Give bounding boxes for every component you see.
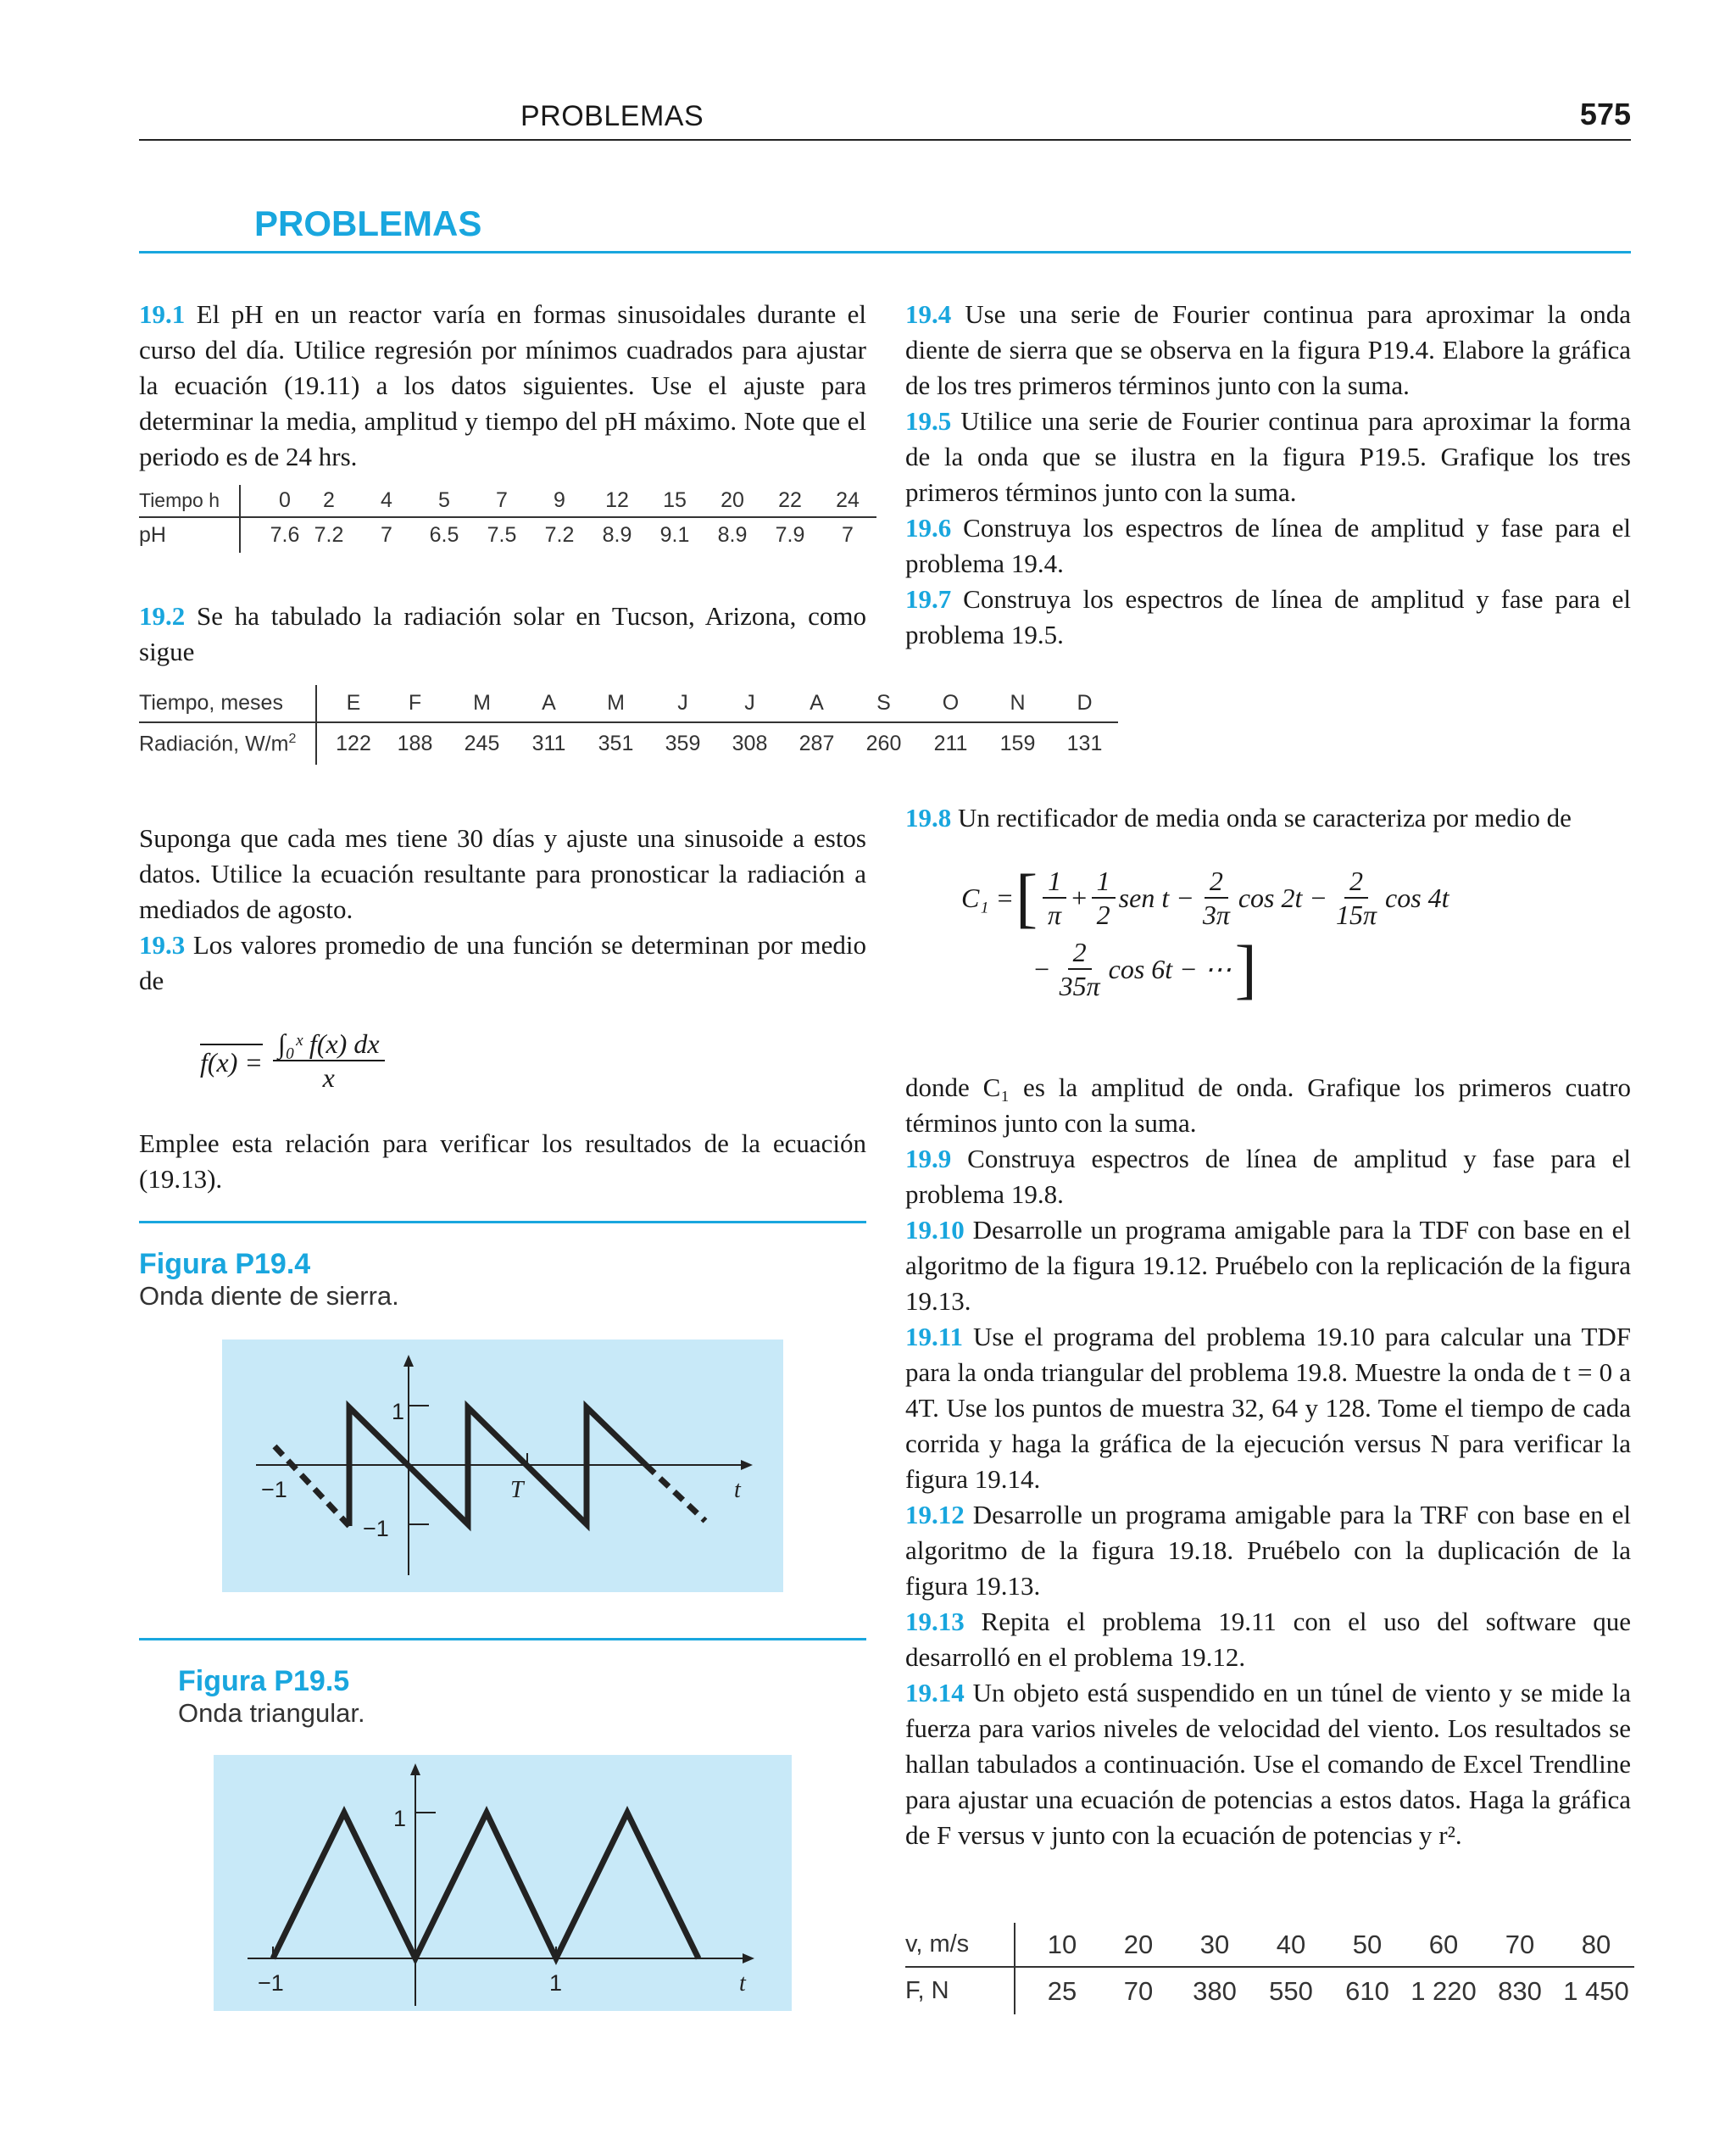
wind-force-table [905,1923,1634,2014]
triangular-wave-figure [214,1755,792,2011]
fraction-denominator: 15π [1335,900,1377,930]
table-cell: 211 [933,732,968,755]
figure-rule [139,1221,866,1223]
y-tick-1: 1 [392,1399,405,1424]
table-row-label: pH [139,523,166,547]
table-row-label: Tiempo h [139,489,220,511]
fraction-numerator: 2 [1344,865,1368,899]
figure-subtitle: Onda diente de sierra. [139,1281,399,1311]
problem-19-2 [139,599,866,670]
x-tick-minus-1: −1 [261,1477,287,1502]
problem-text: Suponga que cada mes tiene 30 días y ajuste una sinusoide a estos datos. Utilice la ecuación resultante para pronosticar la radiación a mediados de agosto. [139,823,866,924]
table-cell: 7.9 [775,523,805,547]
table-cell: 22 [778,488,802,512]
table-cell: 7 [496,488,508,512]
y-tick-minus-1: −1 [363,1516,389,1541]
table-cell: 2 [323,488,335,512]
table-cell: 550 [1269,1975,1313,2006]
table-cell: 7.6 [270,523,300,547]
table-cell: 8.9 [717,523,748,547]
problem-19-14 [905,1675,1631,1853]
table-row-label [139,722,316,765]
section-rule [139,251,1631,253]
equation-lhs: f(x) = [200,1044,263,1078]
unit-exponent: 2 [288,731,297,746]
table-cell: 0 [279,488,291,512]
problem-number: 19.2 [139,601,186,631]
table-cell: S [876,691,891,715]
problem-19-12 [905,1497,1631,1604]
plus-sign: + [1070,882,1088,913]
problem-text: Un objeto está suspendido en un túnel de viento y se mide la fuerza para varios niveles de velocidad del viento. Los resultados se hallan tabulados a continuación. Use el comando de Excel Trendline para ajustar una ecuación de potencias a estos datos. Haga la gráfica de F versus v junto con la ecuación de potencias y r². [905,1678,1631,1850]
problem-number: 19.11 [905,1322,964,1351]
table-cell: 25 [1047,1975,1077,2006]
sawtooth-figure [222,1340,783,1592]
table-cell: 10 [1047,1929,1077,1959]
figure-subtitle: Onda triangular. [178,1698,365,1728]
table-cell: O [942,691,960,715]
table-cell: 7.2 [544,523,575,547]
section-title: PROBLEMAS [254,203,482,243]
x-tick-1: 1 [549,1970,563,1996]
table-cell: 830 [1498,1975,1542,2006]
term-cos4t: cos 4t [1385,882,1449,913]
problem-19-7 [905,582,1631,653]
problem-text: Desarrolle un programa amigable para la TDF con base en el algoritmo de la figura 19.12. Pruébelo con la replicación de la figura 19.13. [905,1215,1632,1316]
figure-title: Figura P19.4 [139,1248,311,1280]
problem-number: 19.10 [905,1215,965,1245]
fraction-numerator: 2 [1205,865,1228,899]
table-cell: F [408,691,422,715]
fraction-denominator: 35π [1059,971,1100,1001]
table-cell: A [810,691,824,715]
problem-text: Construya los espectros de línea de amplitud y fase para el problema 19.5. [905,584,1631,649]
table-cell: 50 [1352,1929,1383,1959]
table-cell: 80 [1581,1929,1611,1959]
table-cell: 380 [1193,1975,1237,2006]
problem-number: 19.14 [905,1678,965,1707]
problem-number: 19.12 [905,1500,965,1529]
table-cell: 7 [381,523,392,547]
problem-number: 19.13 [905,1607,965,1636]
table-cell: 60 [1428,1929,1459,1959]
table-cell: 20 [1123,1929,1154,1959]
table-cell: 245 [464,732,500,755]
table-cell: M [473,691,491,715]
x-tick-minus-1: −1 [258,1970,284,1996]
table-cell: 610 [1345,1975,1389,2006]
y-tick-1: 1 [393,1806,407,1831]
minus-sign: − [1032,953,1051,984]
radiation-table [139,685,1118,765]
table-cell: 6.5 [429,523,459,547]
table-cell: 7.2 [314,523,344,547]
running-title: PROBLEMAS [520,100,704,132]
table-cell: 12 [605,488,629,512]
fraction-denominator: 2 [1096,900,1110,930]
table-row-label: Tiempo, meses [139,691,283,715]
problem-19-6 [905,510,1631,582]
problem-19-5 [905,404,1631,510]
table-row-label: F, N [905,1977,949,2004]
running-header [139,95,1631,141]
problem-text: Desarrolle un programa amigable para la TRF con base en el algoritmo de la figura 19.18. Pruébelo con la duplicación de la figura 19.13. [905,1500,1631,1601]
term-cos2t: cos 2t − [1238,882,1327,913]
problem-number: 19.7 [905,584,952,614]
x-label-T: T [510,1477,524,1503]
term-cos6t: cos 6t − ⋯ [1108,954,1232,984]
table-cell: 287 [798,732,835,755]
page-number: 575 [1579,97,1631,131]
figure-title: Figura P19.5 [178,1665,350,1697]
table-cell: 24 [836,488,860,512]
table-cell: 8.9 [602,523,632,547]
fraction-denominator: π [1048,900,1062,930]
fraction-numerator: 2 [1068,936,1092,970]
table-cell: J [677,691,688,715]
table-cell: 260 [865,732,902,755]
problem-text: Emplee esta relación para verificar los resultados de la ecuación (19.13). [139,1128,866,1194]
table-cell: 308 [732,732,768,755]
table-cell: 20 [721,488,744,512]
table-cell: 70 [1505,1929,1535,1959]
problem-19-4 [905,297,1631,404]
equation-lhs: C₁ = [961,882,1015,913]
table-cell: 30 [1199,1929,1230,1959]
table-cell: 15 [663,488,687,512]
problem-number: 19.5 [905,406,952,436]
right-column-bottom [905,1070,1631,1853]
figure-caption-p19-5 [178,1665,365,1729]
equation-denominator: x [322,1062,335,1093]
table-cell: 351 [598,732,634,755]
problem-number: 19.4 [905,299,952,329]
average-equation [200,1028,388,1094]
table-cell: E [346,691,361,715]
figure-caption-p19-4 [139,1248,399,1312]
problem-text: donde C₁ es la amplitud de onda. Grafique los primeros cuatro términos junto con la suma. [905,1072,1631,1138]
radiation-label: Radiación, W/m [139,732,289,756]
table-cell: 7 [842,523,854,547]
c1-equation: C₁ = [ $\frac{1}{\pi}$ + $\frac{1}{2}$ sen t − $\frac{2}{3\pi}$ cos 2t − $\frac{2}{15\pi}$ cos 4t − $\frac{2}{35\pi}$ cos 6t − ⋯ ] [961,861,1449,1005]
problem-text: Use el programa del problema 19.10 para calcular una TDF para la onda triangular del problema 19.8. Muestre la onda de t = 0 a 4T. Use los puntos de muestra 32, 64 y 128. Tome el tiempo de cada corrida y haga la gráfica de la ejecución versus N para verificar la figura 19.14. [905,1322,1632,1494]
problem-text: Construya espectros de línea de amplitud y fase para el problema 19.8. [905,1144,1631,1209]
problem-19-1 [139,297,866,475]
problem-text: Un rectificador de media onda se caracteriza por medio de [958,803,1572,833]
table-cell: 159 [999,732,1036,755]
problem-19-13 [905,1604,1631,1675]
table-cell: 7.5 [487,523,517,547]
table-cell: J [744,691,755,715]
problem-text: El pH en un reactor varía en formas sinusoidales durante el curso del día. Utilice regresión por mínimos cuadrados para ajustar la ecuación (19.11) a los datos siguientes. Use el ajuste para determinar la media, amplitud y tiempo del pH máximo. Note que el periodo es de 24 hrs. [139,299,867,471]
table-cell: D [1077,691,1093,715]
problem-19-3-continued [139,1126,866,1197]
term-sen: sen t − [1118,882,1194,913]
problem-19-2-continued [139,821,866,999]
problem-number: 19.3 [139,930,186,960]
problem-text: Repita el problema 19.11 con el uso del software que desarrolló en el problema 19.12. [905,1607,1632,1672]
problem-number: 19.9 [905,1144,952,1173]
problem-19-10 [905,1212,1631,1319]
problem-text: Los valores promedio de una función se determinan por medio de [139,930,866,995]
table-cell: 9 [554,488,565,512]
problem-number: 19.8 [905,803,952,833]
table-cell: 4 [381,488,392,512]
table-cell: A [542,691,556,715]
problem-19-9 [905,1141,1631,1212]
table-cell: 9.1 [659,523,690,547]
x-axis-label-t: t [734,1477,741,1503]
table-cell: 5 [438,488,450,512]
figure-rule [139,1638,866,1640]
right-column-top [905,297,1631,653]
table-cell: 359 [665,732,701,755]
problem-text: Se ha tabulado la radiación solar en Tucson, Arizona, como sigue [139,601,866,666]
table-cell: 188 [397,732,433,755]
table-cell: M [607,691,625,715]
problem-number: 19.6 [905,513,952,543]
problem-text: Use una serie de Fourier continua para aproximar la onda diente de sierra que se observa en la figura P19.4. Elabore la gráfica de los tres primeros términos junto con la suma. [905,299,1631,400]
table-cell: N [1010,691,1026,715]
table-cell: 1 220 [1410,1975,1477,2006]
problem-number: 19.1 [139,299,186,329]
fraction-numerator: 1 [1092,865,1116,899]
table-cell: 311 [531,732,566,755]
table-cell: 1 450 [1563,1975,1629,2006]
fraction-denominator: 3π [1202,900,1230,930]
ph-table [139,485,876,553]
table-row-label: v, m/s [905,1930,970,1958]
table-cell: 70 [1123,1975,1154,2006]
problem-text: Utilice una serie de Fourier continua para aproximar la forma de la onda que se ilustra en la figura P19.5. Grafique los tres primeros términos junto con la suma. [905,406,1632,507]
table-cell: 40 [1276,1929,1306,1959]
x-axis-label-t: t [739,1970,746,1997]
problem-19-11 [905,1319,1631,1497]
fraction-numerator: 1 [1043,865,1066,899]
equation-numerator: ∫₀ˣ f(x) dx [273,1028,385,1061]
table-cell: 131 [1066,732,1103,755]
table-cell: 122 [336,732,371,755]
problem-text: Construya los espectros de línea de amplitud y fase para el problema 19.4. [905,513,1631,578]
problem-19-8 [905,800,1631,836]
